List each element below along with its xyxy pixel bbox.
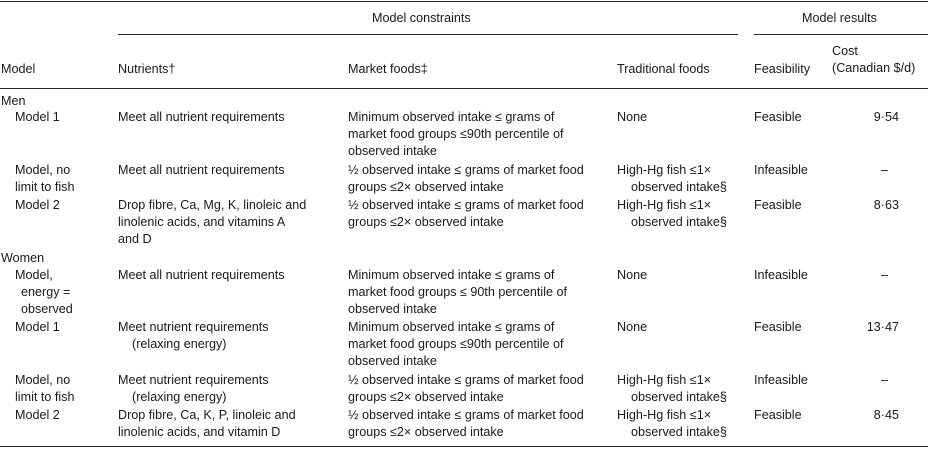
cell-cost: – bbox=[880, 373, 888, 387]
cell-traditional-foods: None bbox=[617, 110, 648, 124]
cell-feasibility: Infeasible bbox=[754, 373, 808, 387]
cell-feasibility: Feasible bbox=[754, 408, 802, 422]
cell-cost: 8·45 bbox=[873, 408, 899, 422]
table-top-rule bbox=[0, 1, 928, 2]
results-group-rule bbox=[754, 34, 928, 35]
cell-model: Model 2 bbox=[15, 408, 60, 422]
cell-traditional-foods: High-Hg fish ≤1× observed intake§ bbox=[617, 198, 727, 229]
header-model-constraints: Model constraints bbox=[372, 11, 471, 25]
cell-nutrients: Meet all nutrient requirements bbox=[118, 110, 285, 124]
header-cost-line2: (Canadian $/d) bbox=[832, 61, 916, 75]
header-market-foods: Market foods‡ bbox=[348, 62, 428, 76]
cell-market-foods: ½ observed intake ≤ grams of market food groups ≤2× observed intake bbox=[348, 373, 584, 404]
cell-cost: – bbox=[880, 163, 888, 177]
header-bottom-rule bbox=[0, 88, 928, 89]
header-cost bbox=[832, 43, 915, 77]
cell-traditional-foods: High-Hg fish ≤1× observed intake§ bbox=[617, 373, 727, 404]
cell-model: Model, no limit to fish bbox=[15, 163, 75, 194]
cell-model: Model 2 bbox=[15, 198, 60, 212]
cell-market-foods: Minimum observed intake ≤ grams of market food groups ≤ 90th percentile of observed intake bbox=[348, 268, 568, 316]
cell-market-foods: ½ observed intake ≤ grams of market food groups ≤2× observed intake bbox=[348, 163, 584, 194]
cell-feasibility: Feasible bbox=[754, 320, 802, 334]
cell-model: Model 1 bbox=[15, 110, 60, 124]
header-cost-line1: Cost bbox=[832, 44, 858, 58]
header-model: Model bbox=[1, 62, 36, 76]
cell-feasibility: Infeasible bbox=[754, 163, 808, 177]
cell-traditional-foods: None bbox=[617, 320, 648, 334]
cell-model: Model, energy = observed bbox=[15, 268, 73, 316]
header-traditional-foods: Traditional foods bbox=[617, 62, 710, 76]
cell-cost: – bbox=[880, 268, 888, 282]
header-nutrients: Nutrients† bbox=[118, 62, 176, 76]
table-bottom-rule bbox=[0, 446, 928, 447]
cell-traditional-foods: None bbox=[617, 268, 648, 282]
cell-market-foods: Minimum observed intake ≤ grams of market food groups ≤90th percentile of observed intake bbox=[348, 320, 564, 368]
cell-feasibility: Infeasible bbox=[754, 268, 808, 282]
cell-cost: 8·63 bbox=[873, 198, 899, 212]
cell-nutrients: Meet all nutrient requirements bbox=[118, 268, 285, 282]
cell-market-foods: ½ observed intake ≤ grams of market food groups ≤2× observed intake bbox=[348, 408, 584, 439]
cell-feasibility: Feasible bbox=[754, 110, 802, 124]
section-label-men: Men bbox=[1, 94, 26, 108]
cell-market-foods: ½ observed intake ≤ grams of market food groups ≤2× observed intake bbox=[348, 198, 584, 229]
cell-nutrients: Drop fibre, Ca, K, P, linoleic and linolenic acids, and vitamin D bbox=[118, 408, 296, 439]
section-label-women: Women bbox=[1, 251, 45, 265]
header-feasibility: Feasibility bbox=[754, 62, 810, 76]
cell-nutrients: Meet all nutrient requirements bbox=[118, 163, 285, 177]
cell-traditional-foods: High-Hg fish ≤1× observed intake§ bbox=[617, 408, 727, 439]
cell-model: Model 1 bbox=[15, 320, 60, 334]
header-model-results: Model results bbox=[802, 11, 877, 25]
cell-market-foods: Minimum observed intake ≤ grams of market food groups ≤90th percentile of observed intake bbox=[348, 110, 564, 158]
cell-nutrients: Meet nutrient requirements (relaxing energy) bbox=[118, 373, 269, 404]
cell-nutrients: Meet nutrient requirements (relaxing energy) bbox=[118, 320, 269, 351]
constraints-group-rule bbox=[118, 34, 738, 35]
cell-feasibility: Feasible bbox=[754, 198, 802, 212]
cell-traditional-foods: High-Hg fish ≤1× observed intake§ bbox=[617, 163, 727, 194]
cell-cost: 13·47 bbox=[866, 320, 899, 334]
cell-cost: 9·54 bbox=[873, 110, 899, 124]
cell-nutrients: Drop fibre, Ca, Mg, K, linoleic and linolenic acids, and vitamins A and D bbox=[118, 198, 307, 246]
cell-model: Model, no limit to fish bbox=[15, 373, 75, 404]
